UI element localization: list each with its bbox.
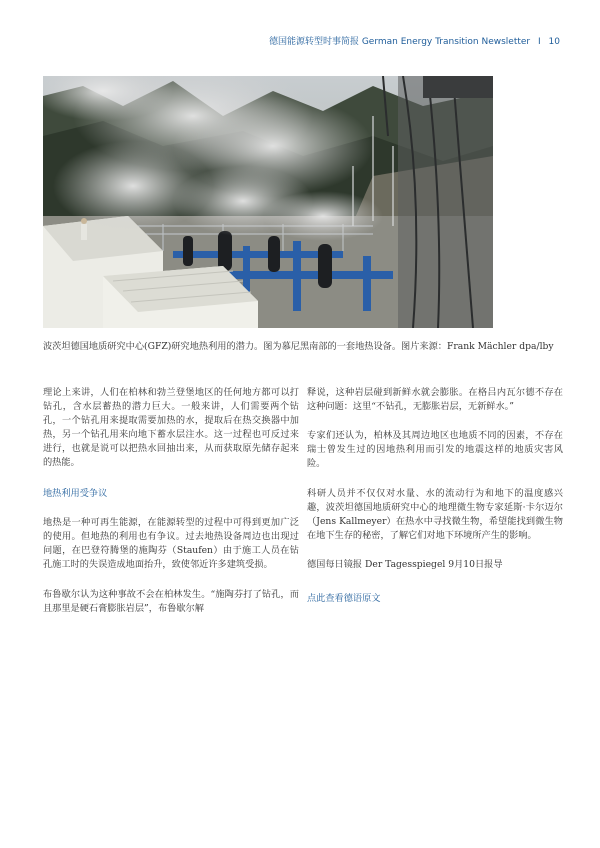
- geothermal-plant-photo: [43, 76, 493, 328]
- paragraph-microbes: 科研人员并不仅仅对水量、水的流动行为和地下的温度感兴趣，波茨坦德国地质研究中心的地理微生物专家延斯·卡尔迈尔（Jens Kallmeyer）在热水中寻找微生物，希望能找到微生物在地下生存的秘密，了解它们对地下环境所产生的影响。: [307, 488, 563, 541]
- source-line: 德国每日镜报 Der Tagesspiegel 9月10日报导: [307, 559, 503, 570]
- newsletter-title-en: German Energy Transition Newsletter: [361, 37, 531, 47]
- article-column-left: [43, 386, 299, 616]
- photo-illustration: [43, 76, 493, 328]
- page-number: 10: [548, 37, 560, 47]
- paragraph-bruchmann-quote: 布鲁歇尔认为这种事故不会在柏林发生。“施陶芬打了钻孔，而且那里是硬石膏膨胀岩层”，布鲁歇尔解: [43, 589, 299, 614]
- paragraph-controversy: 地热是一种可再生能源，在能源转型的过程中可得到更加广泛的使用。但地热的利用也有争议。过去地热设备周边也出现过问题，在巴登符腾堡的施陶芬（Staufen）由于施工人员在钻孔施工时的失误造成地面抬升，致使邻近许多建筑受损。: [43, 517, 299, 570]
- original-article-link[interactable]: 点此查看德语原文: [307, 593, 381, 604]
- header-separator: I: [538, 37, 541, 47]
- paragraph-swelling-rock: 释说，这种岩层碰到新鲜水就会膨胀。在格吕内瓦尔德不存在这种问题：这里“不钻孔，无膨胀岩层，无新鲜水。”: [307, 387, 563, 412]
- section-heading: 地热利用受争议: [43, 488, 108, 499]
- paragraph-aquifer-storage: 理论上来讲，人们在柏林和勃兰登堡地区的任何地方都可以打钻孔，含水层蓄热的潜力巨大。一般来讲，人们需要两个钻孔，一个钻孔用来提取需要加热的水，提取后在热交换器中加热，另一个钻孔用来向地下蓄水层注水。这一过程也可反过来进行，也就是说可以把热水回抽出来，从而获取原先储存起来的热能。: [43, 387, 299, 468]
- paragraph-seismic-risk: 专家们还认为，柏林及其周边地区也地质不同的因素，不存在瑞士曾发生过的因地热利用而引发的地震这样的地质灾害风险。: [307, 430, 563, 469]
- photo-caption: 波茨坦德国地质研究中心(GFZ)研究地热利用的潜力。图为慕尼黑南部的一套地热设备。图片来源：Frank Mächler dpa/lby: [43, 341, 554, 352]
- article-column-right: [307, 386, 563, 606]
- newsletter-title-cn: 德国能源转型时事简报: [268, 37, 359, 47]
- page-header: [269, 34, 560, 47]
